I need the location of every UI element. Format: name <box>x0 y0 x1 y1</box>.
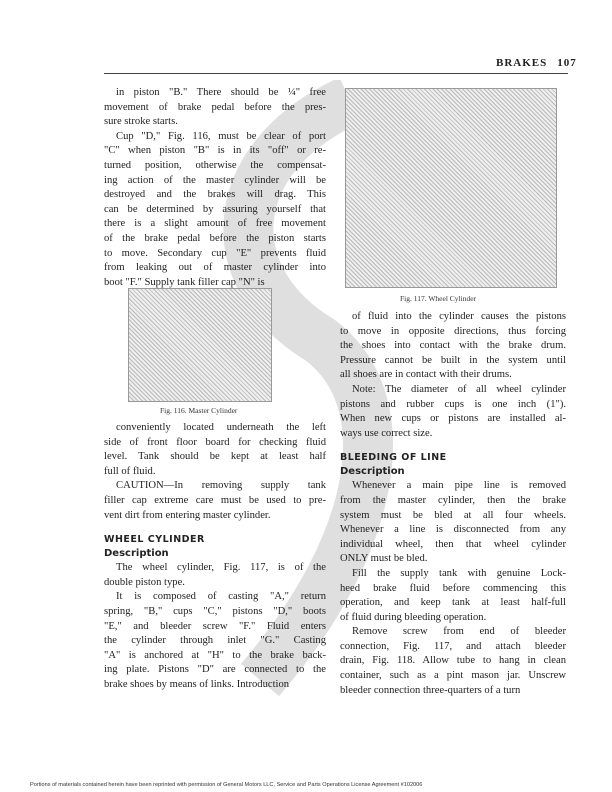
paragraph <box>104 590 326 692</box>
text-line: Whenever a line is disconnected from any <box>340 524 566 536</box>
text-line: heed brake fluid before commencing this <box>340 582 566 594</box>
section-heading: BLEEDING OF LINE <box>340 452 447 464</box>
text-line: the shoes into contact with the brake drum. <box>340 340 566 352</box>
text-line: ONLY must be bled. <box>340 553 428 565</box>
text-line: vent dirt from entering master cylinder. <box>104 509 271 521</box>
text-line: "A" is anchored at "H" to the brake back- <box>104 649 326 661</box>
figure-116-master-cylinder <box>128 288 272 402</box>
text-line: all shoes are in contact with their drums. <box>340 369 512 381</box>
text-line: Whenever a main pipe line is removed <box>352 480 566 492</box>
text-line: to move. Secondary cup "E" prevents fluid <box>104 247 326 259</box>
subheading: Description <box>104 548 169 560</box>
text-line: there is a slight amount of free movement <box>104 218 326 230</box>
paragraph <box>340 479 566 567</box>
section-title: BRAKES <box>496 57 548 69</box>
text-line: ing plate. Pistons "D" are connected to the <box>104 664 326 676</box>
text-line: boot "F." Supply tank filler cap "N" is <box>104 276 265 288</box>
text-line: level. Tank should be kept at least half <box>104 451 326 463</box>
section-heading: WHEEL CYLINDER <box>104 534 205 546</box>
paragraph <box>340 383 566 441</box>
text-line: destroyed and the brakes will drag. This <box>104 189 326 201</box>
text-line: spring, "B," cups "C," pistons "D," boots <box>104 605 326 617</box>
figure-116-caption: Fig. 116. Master Cylinder <box>160 406 238 415</box>
text-line: "E," and bleeder screw "F." Fluid enters <box>104 620 326 632</box>
text-line: When new cups or pistons are installed al- <box>340 413 566 425</box>
text-line: turned position, otherwise the compensat- <box>104 159 326 171</box>
header-rule <box>104 73 568 74</box>
paragraph <box>104 86 326 130</box>
figure-117-caption: Fig. 117. Wheel Cylinder <box>400 294 477 303</box>
text-line: ing action of the master cylinder will be <box>104 174 326 186</box>
text-line: connection, Fig. 117, and attach bleeder <box>340 640 566 652</box>
text-line: system must be bled at all four wheels. <box>340 509 566 521</box>
text-line: from leaking out of master cylinder into <box>104 262 326 274</box>
text-line: can be determined by assuring yourself that <box>104 203 326 215</box>
text-line: of fluid during bleeding operation. <box>340 611 487 623</box>
text-line: bleeder connection three-quarters of a turn <box>340 684 521 696</box>
text-line: pistons and rubber cups is one inch (1"). <box>340 398 566 410</box>
text-line: Cup "D," Fig. 116, must be clear of port <box>116 130 326 142</box>
text-line: individual wheel, then that wheel cylinder <box>340 538 566 550</box>
text-line: container, such as a pint mason jar. Unscrew <box>340 670 566 682</box>
right-column <box>340 310 566 698</box>
text-line: of the brake pedal before the piston starts <box>104 232 326 244</box>
text-line: of fluid into the cylinder causes the pistons <box>352 311 566 322</box>
text-line: sure stroke starts. <box>104 116 178 128</box>
text-line: Fill the supply tank with genuine Lock- <box>352 567 566 579</box>
text-line: Remove screw from end of bleeder <box>352 626 566 638</box>
text-line: filler cap extreme care must be used to pre- <box>104 494 326 506</box>
paragraph <box>104 421 326 479</box>
text-line: drain, Fig. 118. Allow tube to hang in clean <box>340 655 566 667</box>
text-line: The wheel cylinder, Fig. 117, is of the <box>116 562 326 574</box>
text-line: It is composed of casting "A," return <box>116 591 326 603</box>
paragraph <box>104 479 326 523</box>
paragraph <box>340 567 566 625</box>
paragraph <box>104 130 326 291</box>
subheading: Description <box>340 466 405 478</box>
text-line: from the master cylinder, then the brake <box>340 494 566 506</box>
text-line: side of front floor board for checking fluid <box>104 436 326 448</box>
text-line: operation, and keep tank at least half-full <box>340 597 566 609</box>
text-line: double piston type. <box>104 576 185 588</box>
left-column-bottom <box>104 421 326 693</box>
text-line: movement of brake pedal before the pres- <box>104 101 326 113</box>
paragraph <box>340 310 566 383</box>
text-line: ways use correct size. <box>340 427 433 439</box>
page-number: 107 <box>557 57 577 69</box>
figure-117-wheel-cylinder <box>345 88 557 288</box>
text-line: "C" when piston "B" is in its "off" or re- <box>104 145 326 157</box>
running-header <box>496 57 577 69</box>
text-line: Pressure cannot be built in the system until <box>340 354 566 366</box>
left-column-top <box>104 86 326 290</box>
text-line: to move in opposite directions, thus forcing <box>340 325 566 337</box>
text-line: brake shoes by means of links. Introduction <box>104 678 290 690</box>
paragraph <box>340 625 566 698</box>
text-line: in piston "B." There should be ¼" free <box>116 87 326 98</box>
text-line: the cylinder through inlet "G." Casting <box>104 635 326 647</box>
paragraph <box>104 561 326 590</box>
copyright-footer: Portions of materials contained herein have been reprinted with permission of General Motors LLC, Service and Parts Operations License Agreement #102006 <box>30 782 423 788</box>
text-line: full of fluid. <box>104 465 156 477</box>
text-line: CAUTION—In removing supply tank <box>116 480 326 492</box>
text-line: Note: The diameter of all wheel cylinder <box>352 383 566 395</box>
text-line: conveniently located underneath the left <box>116 422 326 433</box>
